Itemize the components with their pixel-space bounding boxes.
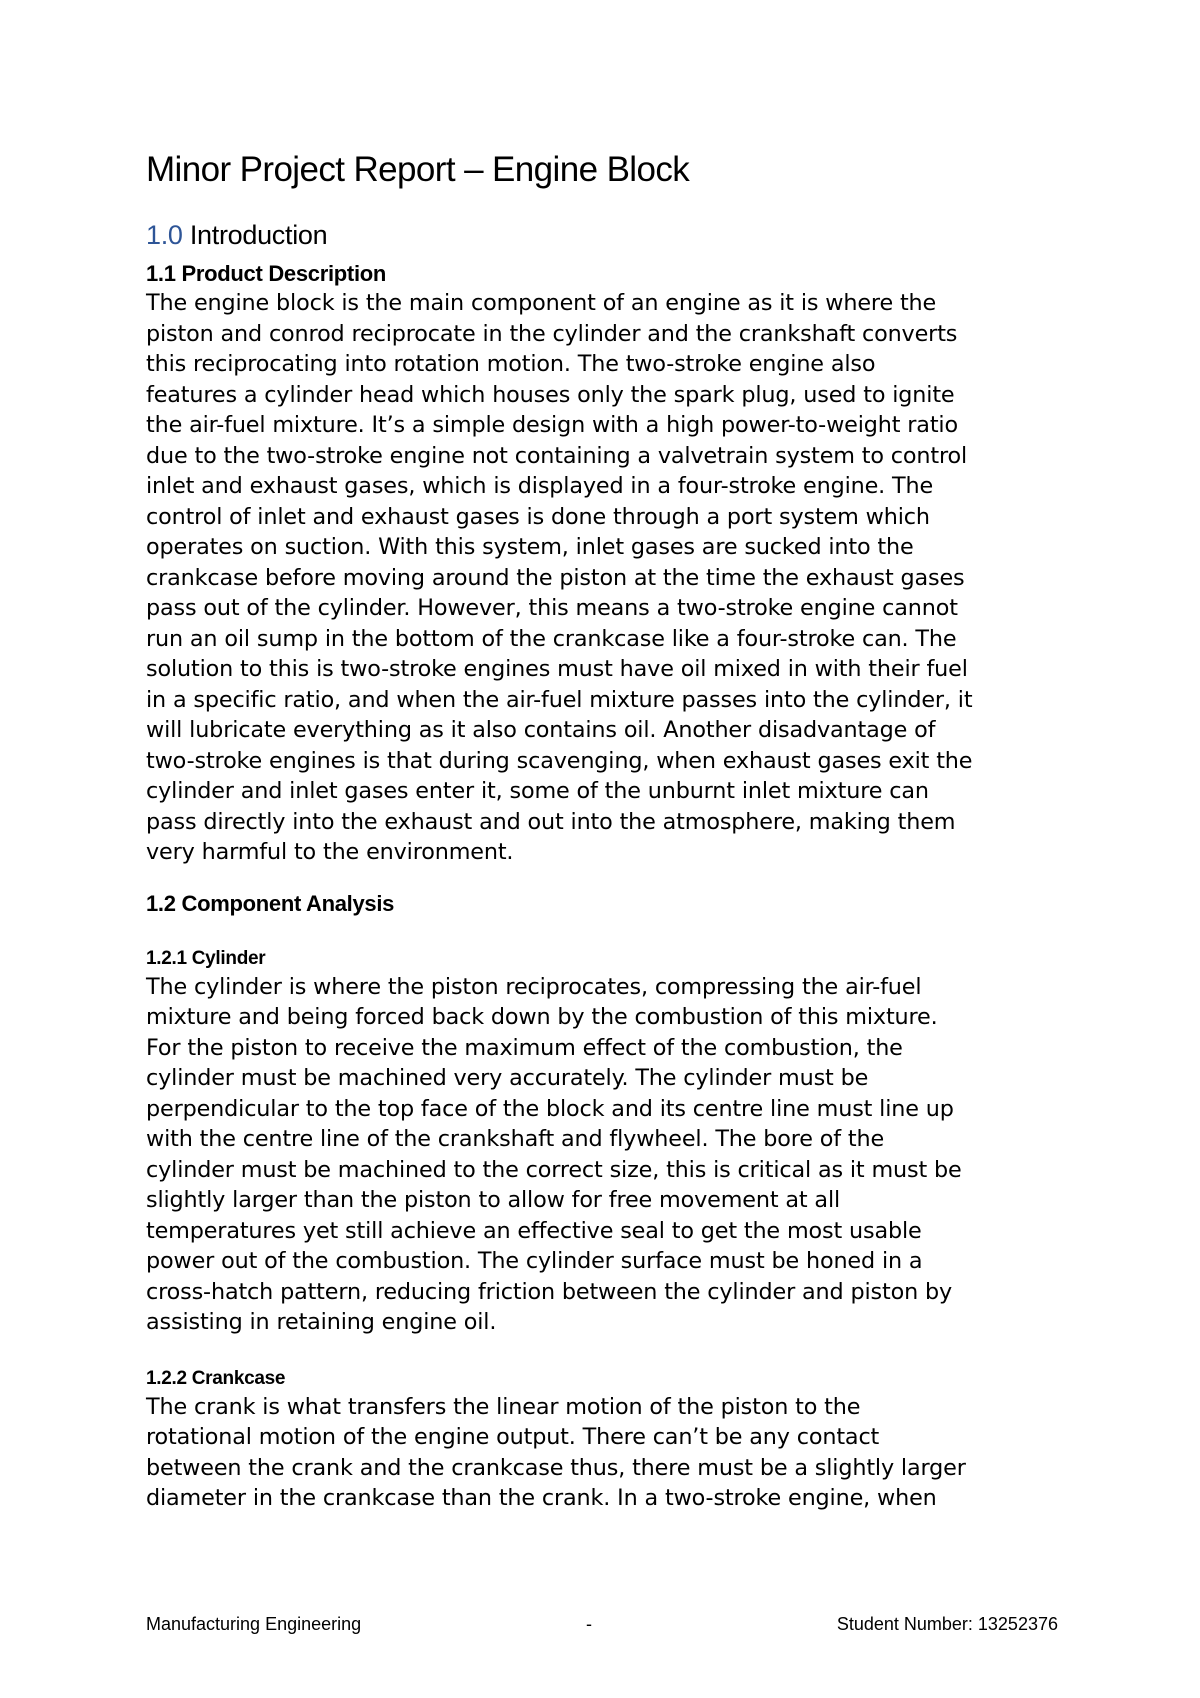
document-page (146, 148, 1076, 1514)
subsection-heading-component-analysis: 1.2 Component Analysis (146, 890, 395, 916)
section-heading-introduction (146, 218, 1076, 252)
subsubsection-heading-cylinder: 1.2.1 Cylinder (146, 947, 266, 969)
footer-student-number: Student Number: 13252376 (836, 1614, 1058, 1634)
paragraph-product-description: The engine block is the main component of an engine as it is where the piston and conrod reciprocate in the cylinder and the crankshaft converts this reciprocating into rotation motion. The two-stroke engine also features a cylinder head which houses only the spark plug, used to ignite the air-fuel mixture. It’s a simple design with a high power-to-weight ratio due to the two-stroke engine not containing a valvetrain system to control inlet and exhaust gases, which is displayed in a four-stroke engine. The control of inlet and exhaust gases is done through a port system which operates on suction. With this system, inlet gases are sucked into the crankcase before moving around the piston at the time the exhaust gases pass out of the cylinder. However, this means a two-stroke engine cannot run an oil sump in the bottom of the crankcase like a four-stroke can. The solution to this is two-stroke engines must have oil mixed in with their fuel in a specific ratio, and when the air-fuel mixture passes into the cylinder, it will lubricate everything as it also contains oil. Another disadvantage of two-stroke engines is that during scavenging, when exhaust gases exit the cylinder and inlet gases enter it, some of the unburnt inlet mixture can pass directly into the exhaust and out into the atmosphere, making them very harmful to the environment. (146, 290, 973, 865)
subsubsection-heading-crankcase: 1.2.2 Crankcase (146, 1367, 286, 1389)
subsection-heading-product-description: 1.1 Product Description (146, 261, 387, 286)
page-footer (146, 1614, 1058, 1635)
paragraph-cylinder: The cylinder is where the piston reciprocates, compressing the air-fuel mixture and being forced back down by the combustion of this mixture. For the piston to receive the maximum effect of the combustion, the cylinder must be machined very accurately. The cylinder must be perpendicular to the top face of the block and its centre line must line up with the centre line of the crankshaft and flywheel. The bore of the cylinder must be machined to the correct size, this is critical as it must be slightly larger than the piston to allow for free movement at all temperatures yet still achieve an effective seal to get the most usable power out of the combustion. The cylinder surface must be honed in a cross-hatch pattern, reducing friction between the cylinder and piston by assisting in retaining engine oil. (146, 973, 962, 1335)
paragraph-crankcase: The crank is what transfers the linear motion of the piston to the rotational motion of the engine output. There can’t be any contact between the crank and the crankcase thus, there must be a slightly larger diameter in the crankcase than the crank. In a two-stroke engine, when (146, 1393, 966, 1511)
section-label: Introduction (189, 220, 328, 250)
document-title: Minor Project Report – Engine Block (146, 150, 690, 189)
section-number: 1.0 (146, 220, 183, 250)
footer-center-text: - (586, 1614, 592, 1634)
footer-left-text: Manufacturing Engineering (146, 1614, 362, 1634)
